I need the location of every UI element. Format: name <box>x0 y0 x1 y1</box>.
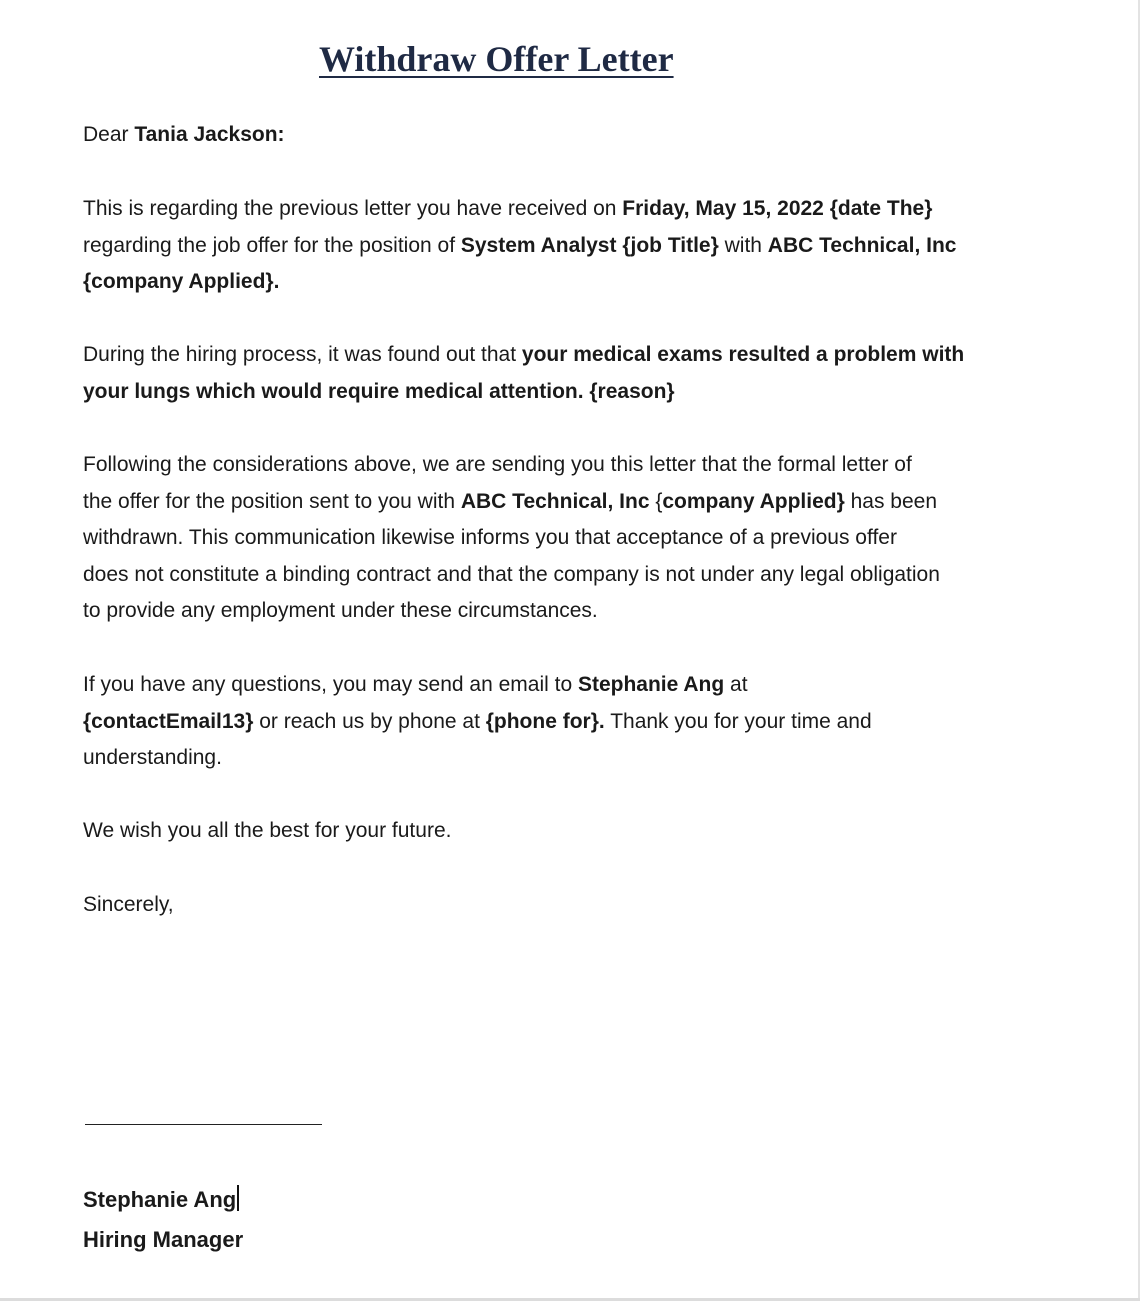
salutation <box>83 117 1083 154</box>
text-run: During the hiring process, it was found out that <box>83 343 522 366</box>
paragraph-reason <box>83 337 1083 410</box>
salutation-prefix: Dear <box>83 123 135 146</box>
text-run: the offer for the position sent to you with <box>83 489 461 513</box>
text-run: If you have any questions, you may send an email to <box>83 673 578 696</box>
recipient-name: Tania Jackson: <box>134 123 285 146</box>
text-cursor <box>237 1185 239 1211</box>
letter-title: Withdraw Offer Letter <box>319 39 674 79</box>
paragraph-contact <box>83 667 1083 777</box>
signer-name: Stephanie Ang <box>83 1187 237 1212</box>
text-line: Following the considerations above, we are sending you this letter that the formal letter of <box>83 453 912 476</box>
company-placeholder: {company Applied}. <box>83 270 280 293</box>
closing: Sincerely, <box>83 893 174 916</box>
signature-block <box>83 1180 243 1260</box>
closing-wish: We wish you all the best for your future. <box>83 819 452 842</box>
contact-name: Stephanie Ang <box>577 673 725 696</box>
text-run: at <box>724 673 748 696</box>
text-line: to provide any employment under these circumstances. <box>83 599 598 622</box>
signer-role: Hiring Manager <box>83 1227 244 1252</box>
text-run: { <box>649 489 663 513</box>
paragraph-previous-offer <box>83 191 1083 301</box>
text-run: regarding the job offer for the position of <box>83 233 461 257</box>
text-run: Thank you for your time and <box>604 709 872 733</box>
text-line: withdrawn. This communication likewise informs you that acceptance of a previous offer <box>83 526 897 549</box>
company-name: ABC Technical, Inc <box>460 489 650 513</box>
contact-email-placeholder: {contactEmail13} <box>83 709 254 733</box>
text-line: understanding. <box>83 746 222 769</box>
job-title: System Analyst {job Title} <box>460 233 719 257</box>
text-line: does not constitute a binding contract and that the company is not under any legal obligation <box>83 562 940 586</box>
company-placeholder: company Applied} <box>662 489 845 513</box>
reason-text: your lungs which would require medical attention. {reason} <box>83 379 675 403</box>
company-name: ABC Technical, Inc <box>767 233 957 257</box>
offer-date: Friday, May 15, 2022 {date The} <box>622 197 933 220</box>
reason-text: your medical exams resulted a problem with <box>521 343 965 366</box>
signature-line <box>85 1124 322 1125</box>
paragraph-withdrawal <box>83 447 1083 630</box>
text-run: has been <box>844 489 938 513</box>
text-run: with <box>718 233 768 257</box>
phone-placeholder: {phone for}. <box>485 709 605 733</box>
text-run: This is regarding the previous letter you have received on <box>83 197 623 220</box>
text-run: or reach us by phone at <box>253 709 486 733</box>
